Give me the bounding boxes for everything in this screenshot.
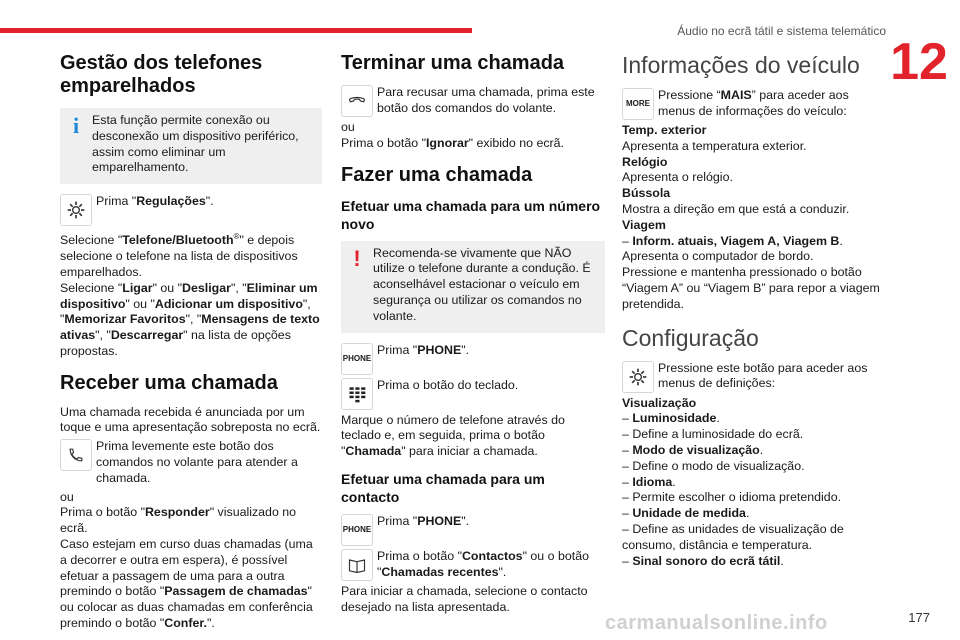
config-row bbox=[622, 361, 880, 393]
warning-note-text: Recomenda-se vivamente que NÃO utilize o telefone durante a condução. É aconselhável estacionar o veículo em segurança ou utilizar os comandos no volante. bbox=[373, 245, 591, 323]
vis-title: Visualização bbox=[622, 395, 697, 410]
trip-reset: Pressione e mantenha pressionado o botão “Viagem A” ou “Viagem B” para repor a viagem pretendida. bbox=[622, 265, 880, 311]
heading-configuration: Configuração bbox=[622, 324, 759, 351]
hang-up-icon bbox=[341, 85, 373, 117]
heading-vehicle-info: Informações do veículo bbox=[622, 52, 860, 78]
select-bluetooth-text: Selecione "Telefone/Bluetooth®" e depois selecione o telefone na lista de dispositivos emparelhados. bbox=[60, 232, 298, 279]
gear-icon bbox=[622, 361, 654, 393]
more-instruction: Pressione “MAIS” para aceder aos menus de informações do veículo: bbox=[658, 88, 849, 118]
settings-row bbox=[60, 194, 322, 226]
heading-pair-phones: Gestão dos telefones emparelhados bbox=[60, 52, 263, 97]
contacts-book-icon bbox=[341, 549, 373, 581]
answer-instruction: Prima levemente este botão dos comandos no volante para atender a chamada. bbox=[96, 439, 298, 485]
contacts-row bbox=[341, 549, 605, 581]
trip-title: Viagem bbox=[622, 217, 666, 232]
two-calls-text: Caso estejam em curso duas chamadas (uma a decorrer e outra em espera), é possível efetuar a passagem de uma para a outra premindo o botão "Passagem de chamadas" ou colocar as duas chamadas em conferência premindo o botão "Confer.". bbox=[60, 537, 313, 631]
heading-contact-call: Efetuar uma chamada para um contacto bbox=[341, 470, 545, 505]
clock-title: Relógio bbox=[622, 154, 668, 169]
phone-button-icon: PHONE bbox=[341, 514, 373, 546]
heading-receive-call: Receber uma chamada bbox=[60, 371, 278, 394]
phone-handset-icon bbox=[60, 439, 92, 471]
temp-desc: Apresenta a temperatura exterior. bbox=[622, 138, 807, 153]
phone-instruction: Prima "PHONE". bbox=[377, 342, 470, 357]
units-desc: – Define as unidades de visualização de consumo, distância e temperatura. bbox=[622, 521, 844, 552]
heading-end-call: Terminar uma chamada bbox=[341, 52, 565, 74]
watermark: carmanualsonline.info bbox=[605, 612, 828, 634]
trip-items: – Inform. atuais, Viagem A, Viagem B. bbox=[622, 233, 843, 248]
or-text: ou bbox=[341, 120, 355, 134]
more-row bbox=[622, 88, 880, 120]
chapter-number: 12 bbox=[890, 33, 948, 91]
keypad-instruction: Prima o botão do teclado. bbox=[377, 377, 519, 392]
brightness-desc: – Define a luminosidade do ecrã. bbox=[622, 427, 804, 442]
info-note-text: Esta função permite conexão ou desconexão um dispositivo periférico, assim como eliminar um emparelhamento. bbox=[92, 113, 299, 175]
chapter-color-bar bbox=[0, 28, 472, 33]
refuse-row bbox=[341, 85, 605, 117]
keypad-row bbox=[341, 378, 605, 410]
answer-row bbox=[60, 439, 322, 486]
info-note bbox=[60, 108, 322, 184]
contacts-instruction: Prima o botão "Contactos" ou o botão "Chamadas recentes". bbox=[377, 548, 589, 579]
column-middle bbox=[341, 52, 605, 616]
language-item: – Idioma. bbox=[622, 474, 676, 489]
keypad-icon bbox=[341, 378, 373, 410]
phone-instruction: Prima "PHONE". bbox=[377, 513, 470, 528]
more-button-icon: MORE bbox=[622, 88, 654, 120]
refuse-instruction: Para recusar uma chamada, prima este botão dos comandos do volante. bbox=[377, 85, 595, 115]
heading-new-number: Efetuar uma chamada para um número novo bbox=[341, 197, 601, 232]
trip-desc: Apresenta o computador de bordo. bbox=[622, 249, 814, 264]
config-instruction: Pressione este botão para aceder aos menus de definições: bbox=[658, 360, 868, 391]
info-icon: i bbox=[72, 113, 80, 138]
responder-text: Prima o botão "Responder" visualizado no ecrã. bbox=[60, 505, 297, 536]
temp-title: Temp. exterior bbox=[622, 123, 707, 137]
compass-desc: Mostra a direção em que está a conduzir. bbox=[622, 201, 850, 216]
start-contact-text: Para iniciar a chamada, selecione o contacto desejado na lista apresentada. bbox=[341, 583, 588, 614]
or-text: ou bbox=[60, 489, 74, 504]
warning-note bbox=[341, 241, 605, 333]
language-desc: – Permite escolher o idioma pretendido. bbox=[622, 490, 842, 505]
column-right bbox=[622, 52, 880, 569]
column-left bbox=[60, 52, 322, 632]
heading-make-call: Fazer uma chamada bbox=[341, 163, 533, 186]
page-number: 177 bbox=[908, 610, 930, 625]
dial-text: Marque o número de telefone através do teclado e, em seguida, prima o botão "Chamada" para iniciar a chamada. bbox=[341, 412, 565, 459]
display-mode-item: – Modo de visualização. bbox=[622, 442, 764, 457]
receive-intro: Uma chamada recebida é anunciada por um toque e uma apresentação sobreposta no ecrã. bbox=[60, 404, 321, 435]
phone-row-1 bbox=[341, 343, 605, 375]
display-mode-desc: – Define o modo de visualização. bbox=[622, 458, 805, 473]
gear-icon bbox=[60, 194, 92, 226]
phone-button-icon: PHONE bbox=[341, 343, 373, 375]
ignorar-text: Prima o botão "Ignorar" exibido no ecrã. bbox=[341, 135, 564, 150]
beep-item: – Sinal sonoro do ecrã tátil. bbox=[622, 553, 784, 568]
clock-desc: Apresenta o relógio. bbox=[622, 170, 733, 185]
settings-instruction: Prima "Regulações". bbox=[96, 194, 214, 209]
select-options-text: Selecione "Ligar" ou "Desligar", "Eliminar um dispositivo" ou "Adicionar um dispositivo", "Memorizar Favoritos", "Mensagens de texto ativas", "Descarregar" na lista de opções propostas. bbox=[60, 280, 320, 358]
compass-title: Bússola bbox=[622, 186, 671, 201]
warning-icon: ! bbox=[353, 245, 361, 271]
running-head: Áudio no ecrã tátil e sistema telemático bbox=[677, 24, 886, 38]
phone-row-2 bbox=[341, 514, 605, 546]
units-item: – Unidade de medida. bbox=[622, 506, 750, 521]
brightness-item: – Luminosidade. bbox=[622, 411, 720, 426]
